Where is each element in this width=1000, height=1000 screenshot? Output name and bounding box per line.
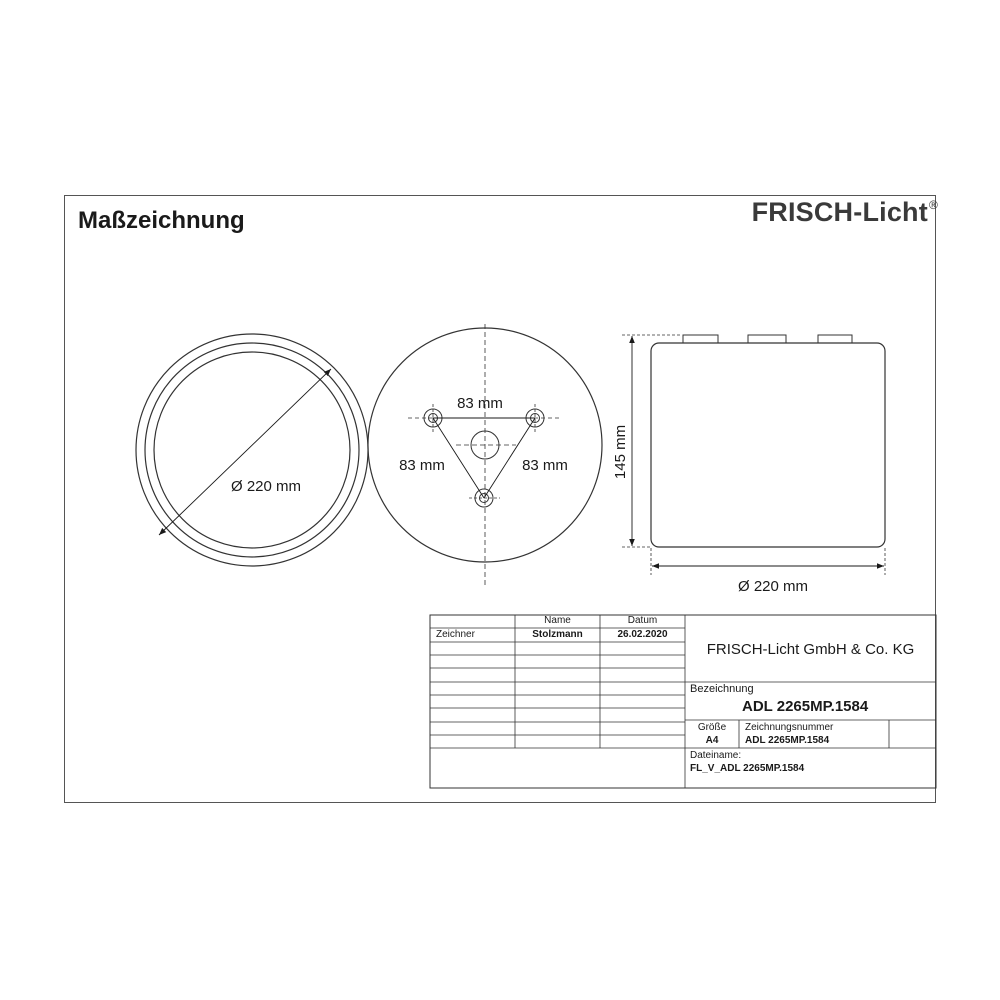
brand-name: FRISCH-Licht <box>751 197 928 227</box>
bottom-right-distance-label: 83 mm <box>522 457 568 474</box>
tb-bezeichnung-value: ADL 2265MP.1584 <box>742 698 869 715</box>
top-view-middle-ring <box>145 343 359 557</box>
page-title: Maßzeichnung <box>78 207 245 234</box>
top-view-diameter-label: Ø 220 mm <box>230 478 302 495</box>
side-view-tab-middle <box>748 335 786 343</box>
tb-drawer-name: Stolzmann <box>532 629 583 640</box>
registered-mark: ® <box>928 198 938 212</box>
side-width-label: Ø 220 mm <box>737 578 809 595</box>
top-view-inner-ring <box>154 352 350 548</box>
top-view-outer-ring <box>136 334 368 566</box>
side-view-tab-right <box>818 335 852 343</box>
bottom-view <box>368 324 602 588</box>
tb-dateiname-label: Dateiname: <box>690 750 742 761</box>
top-view <box>136 334 368 566</box>
tb-bezeichnung-label: Bezeichnung <box>690 683 754 695</box>
top-view-diameter-line <box>159 369 331 535</box>
tb-company-name: FRISCH-Licht GmbH & Co. KG <box>706 641 915 658</box>
tb-zeichnungsnummer-value: ADL 2265MP.1584 <box>745 735 830 746</box>
side-view-body <box>651 343 885 547</box>
side-view <box>612 335 885 595</box>
tb-zeichnungsnummer-label: Zeichnungsnummer <box>745 722 834 733</box>
tb-drawer-date: 26.02.2020 <box>617 629 668 640</box>
tb-zeichner-label: Zeichner <box>436 629 475 640</box>
bottom-top-distance-label: 83 mm <box>457 395 503 412</box>
bottom-left-distance-label: 83 mm <box>399 457 445 474</box>
tb-header-datum: Datum <box>627 615 658 626</box>
side-view-tab-left <box>683 335 718 343</box>
tb-groesse-value: A4 <box>705 735 719 746</box>
side-height-label: 145 mm <box>612 424 629 480</box>
tb-header-name: Name <box>544 615 571 626</box>
tb-dateiname-value: FL_V_ADL 2265MP.1584 <box>690 763 805 774</box>
tb-groesse-label: Größe <box>697 722 727 733</box>
